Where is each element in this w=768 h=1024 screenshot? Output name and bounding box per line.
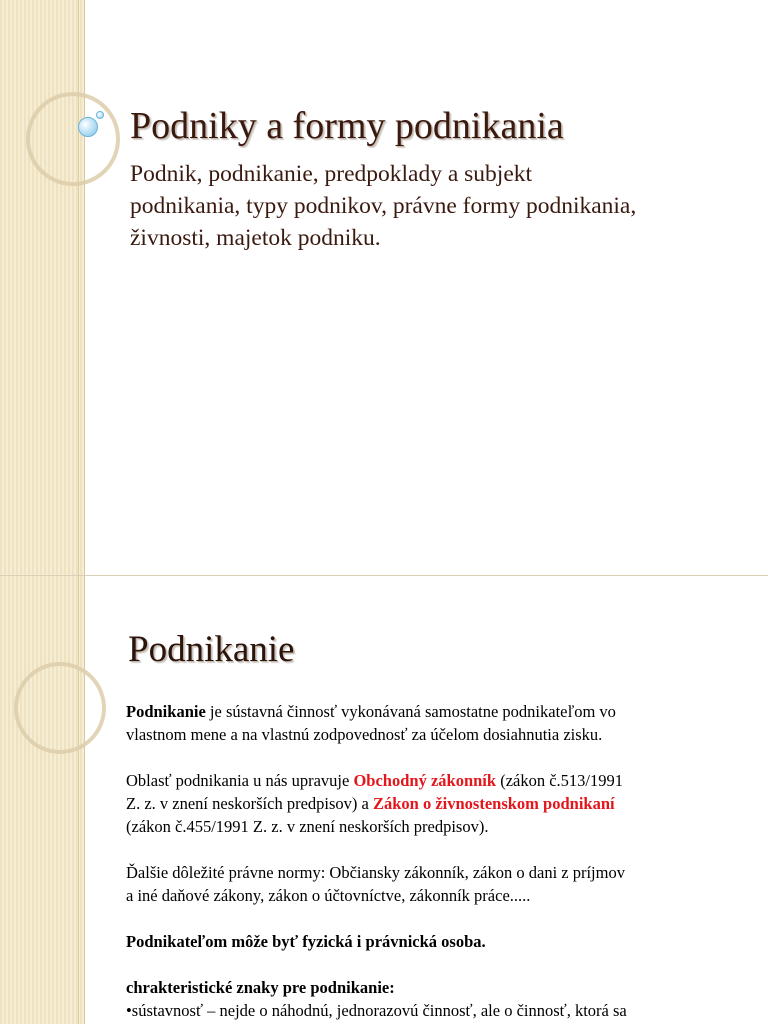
text-span: a iné daňové zákony, zákon o účtovníctve, zákonník práce..... <box>126 886 531 905</box>
slide-body <box>126 700 746 1024</box>
text-span: je sústavná činnosť vykonávaná samostatne podnikateľom vo <box>205 702 616 721</box>
decorative-side-band <box>0 576 85 1024</box>
characteristics-heading: chrakteristické znaky pre podnikanie: <box>126 978 395 997</box>
characteristics-paragraph <box>126 976 746 1022</box>
text-span: Oblasť podnikania u nás upravuje <box>126 771 354 790</box>
band-line <box>78 576 79 1024</box>
entrepreneur-paragraph <box>126 930 746 953</box>
slide-title: Podniky a formy podnikania <box>130 105 564 147</box>
other-norms-paragraph <box>126 861 746 907</box>
law-link-trade-act: Zákon o živnostenskom podnikaní <box>372 794 615 813</box>
law-link-commercial-code: Obchodný zákonník <box>353 771 497 790</box>
subtitle-line: živnosti, majetok podniku. <box>130 225 381 251</box>
bubble-icon <box>78 117 98 137</box>
decorative-ring <box>26 92 120 186</box>
decorative-ring <box>14 662 106 754</box>
subtitle-line: podnikania, typy podnikov, právne formy podnikania, <box>130 193 637 219</box>
text-span: (zákon č.455/1991 Z. z. v znení neskorších predpisov). <box>126 817 489 836</box>
legal-paragraph <box>126 769 746 838</box>
definition-paragraph <box>126 700 746 746</box>
text-span: vlastnom mene a na vlastnú zodpovednosť za účelom dosiahnutia zisku. <box>126 725 603 744</box>
band-line <box>78 0 79 576</box>
text-span: Ďalšie dôležité právne normy: Občiansky zákonník, zákon o dani z príjmov <box>126 863 625 882</box>
subtitle-line: Podnik, podnikanie, predpoklady a subjekt <box>130 161 533 187</box>
slide-2 <box>0 576 768 1024</box>
term-bold: Podnikanie <box>126 702 206 721</box>
bold-statement: Podnikateľom môže byť fyzická i právnická osoba. <box>126 932 486 951</box>
decorative-side-band <box>0 0 85 576</box>
text-span: Z. z. v znení neskorších predpisov) a <box>126 794 373 813</box>
bullet-item: •sústavnosť – nejde o náhodnú, jednorazovú činnosť, ale o činnosť, ktorá sa <box>126 1001 627 1020</box>
small-bubble-icon <box>96 111 104 119</box>
text-span: (zákon č.513/1991 <box>496 771 624 790</box>
slide-subtitle <box>130 158 750 254</box>
slide-title: Podnikanie <box>128 629 295 670</box>
